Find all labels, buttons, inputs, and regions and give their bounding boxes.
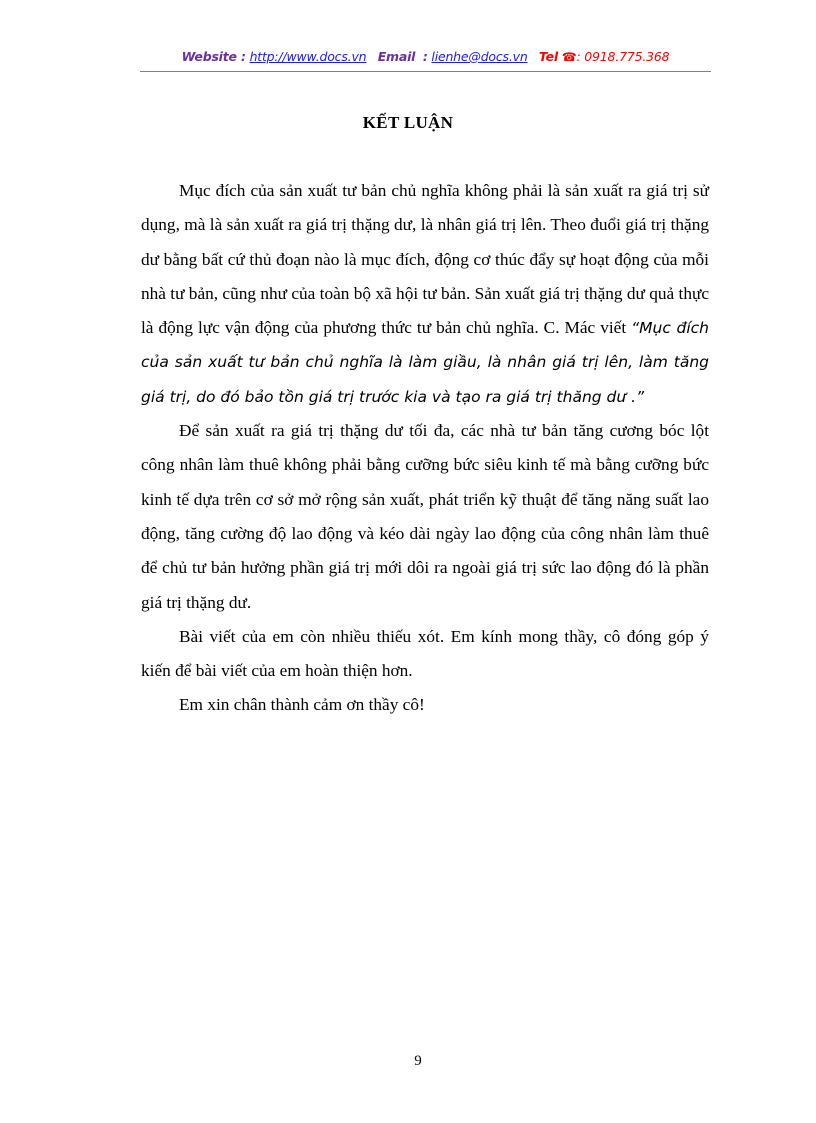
page-number: 9 (414, 1053, 422, 1069)
body-text (141, 174, 709, 723)
paragraph-1-text: Mục đích của sản xuất tư bản chủ nghĩa không phải là sản xuất ra giá trị sử dụng, mà là sản xuất ra giá trị thặng dư, là nhân giá trị lên. Theo đuổi giá trị thặng dư bằng bất cứ thủ đoạn nào là mục đích, động cơ thúc đẩy sự hoạt động của mỗi nhà tư bản, cũng như của toàn bộ xã hội tư bản. Sản xuất giá trị thặng dư quả thực là động lực vận động của phương thức tư bản chủ nghĩa. C. Mác viết (141, 181, 709, 338)
page-title: KẾT LUẬN (362, 113, 454, 132)
page-header (140, 49, 711, 72)
paragraph-1 (141, 174, 709, 414)
paragraph-4: Em xin chân thành cảm ơn thầy cô! (179, 695, 425, 715)
tel-number: : 0918.775.368 (576, 49, 670, 64)
website-label: Website : (181, 49, 246, 64)
marx-quote: “Mục đích của sản xuất tư bản chủ nghĩa là làm giầu, là nhân giá trị lên, làm tăng giá trị, do đó bảo tồn giá trị trước kia và tạo ra giá trị thăng dư .” (141, 319, 709, 406)
email-separator: : (422, 49, 428, 64)
paragraph-2: Để sản xuất ra giá trị thặng dư tối đa, các nhà tư bản tăng cương bóc lột công nhân làm thuê không phải bằng cưỡng bức siêu kinh tế mà bằng cưỡng bức kinh tế dựa trên cơ sở mở rộng sản xuất, phát triển kỹ thuật để tăng năng suất lao động, tăng cường độ lao động và kéo dài ngày lao động của công nhân làm thuê để chủ tư bản hưởng phần giá trị mới dôi ra ngoài giá trị sức lao động đó là phần giá trị thặng dư. (141, 421, 709, 612)
website-link[interactable]: http://www.docs.vn (249, 49, 367, 64)
telephone-icon: ☎ (561, 50, 577, 64)
email-link[interactable]: lienhe@docs.vn (431, 49, 528, 64)
tel-label: Tel (538, 49, 558, 64)
email-label: Email (377, 49, 416, 64)
paragraph-3: Bài viết của em còn nhiều thiếu xót. Em kính mong thầy, cô đóng góp ý kiến để bài viết của em hoàn thiện hơn. (141, 626, 709, 681)
